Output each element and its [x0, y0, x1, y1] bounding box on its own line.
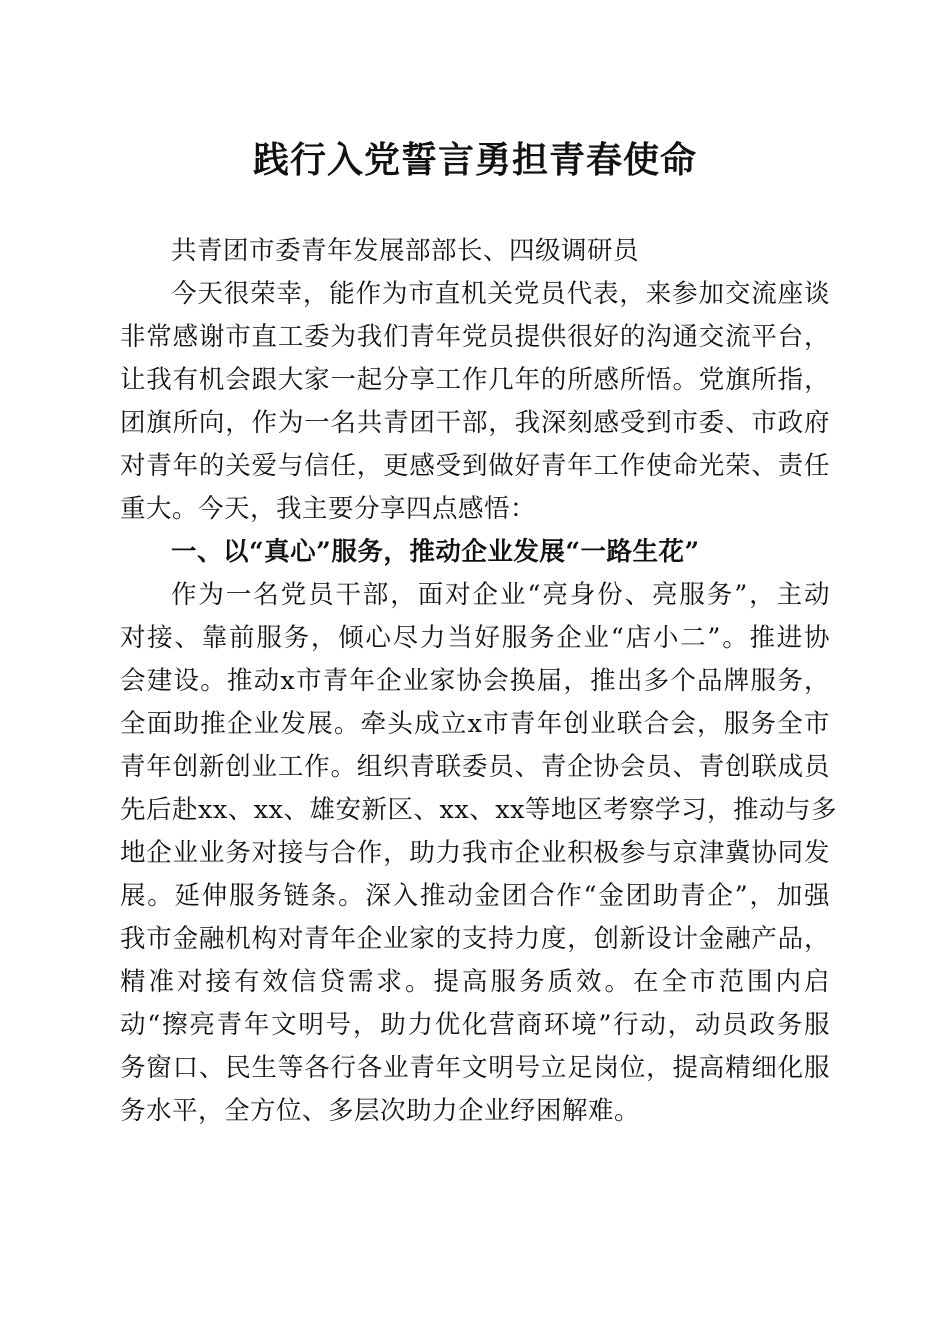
paragraph-line: 对接、靠前服务，倾心尽力当好服务企业“店小二”。推进协 — [120, 623, 830, 653]
paragraph-line: 今天很荣幸，能作为市直机关党员代表，来参加交流座谈 — [171, 279, 830, 309]
paragraph-line: 对青年的关爱与信任，更感受到做好青年工作使命光荣、责任 — [120, 451, 830, 481]
paragraph-line: 作为一名党员干部，面对企业“亮身份、亮服务”，主动 — [171, 580, 830, 610]
paragraph-line: 全面助推企业发展。牵头成立x市青年创业联合会，服务全市 — [120, 709, 830, 739]
paragraph-line: 团旗所向，作为一名共青团干部，我深刻感受到市委、市政府 — [120, 408, 830, 438]
document-title: 践行入党誓言勇担青春使命 — [252, 139, 697, 181]
paragraph-line: 精准对接有效信贷需求。提高服务质效。在全市范围内启 — [120, 967, 830, 997]
paragraph-line: 先后赴xx、xx、雄安新区、xx、xx等地区考察学习，推动与多 — [120, 795, 838, 825]
paragraph-line: 务窗口、民生等各行各业青年文明号立足岗位，提高精细化服 — [120, 1053, 830, 1083]
paragraph-line: 地企业业务对接与合作，助力我市企业积极参与京津冀协同发 — [120, 838, 830, 868]
paragraph-line: 我市金融机构对青年企业家的支持力度，创新设计金融产品， — [120, 924, 830, 954]
paragraph-line: 展。延伸服务链条。深入推动金团合作“金团助青企”，加强 — [120, 881, 830, 911]
paragraph-line: 动“擦亮青年文明号，助力优化营商环境”行动，动员政务服 — [120, 1010, 830, 1040]
document-body — [120, 230, 838, 1133]
paragraph-line: 非常感谢市直工委为我们青年党员提供很好的沟通交流平台， — [120, 322, 830, 352]
author-line: 共青团市委青年发展部部长、四级调研员 — [171, 236, 640, 266]
paragraph-line: 让我有机会跟大家一起分享工作几年的所感所悟。党旗所指， — [120, 365, 830, 395]
paragraph-line: 会建设。推动x市青年企业家协会换届，推出多个品牌服务， — [120, 666, 830, 696]
paragraph-line: 重大。今天，我主要分享四点感悟： — [120, 494, 537, 524]
section-heading: 一、以“真心”服务，推动企业发展“一路生花” — [171, 537, 700, 567]
paragraph-line: 青年创新创业工作。组织青联委员、青企协会员、青创联成员 — [120, 752, 830, 782]
paragraph-line: 务水平，全方位、多层次助力企业纾困解难。 — [120, 1096, 641, 1126]
